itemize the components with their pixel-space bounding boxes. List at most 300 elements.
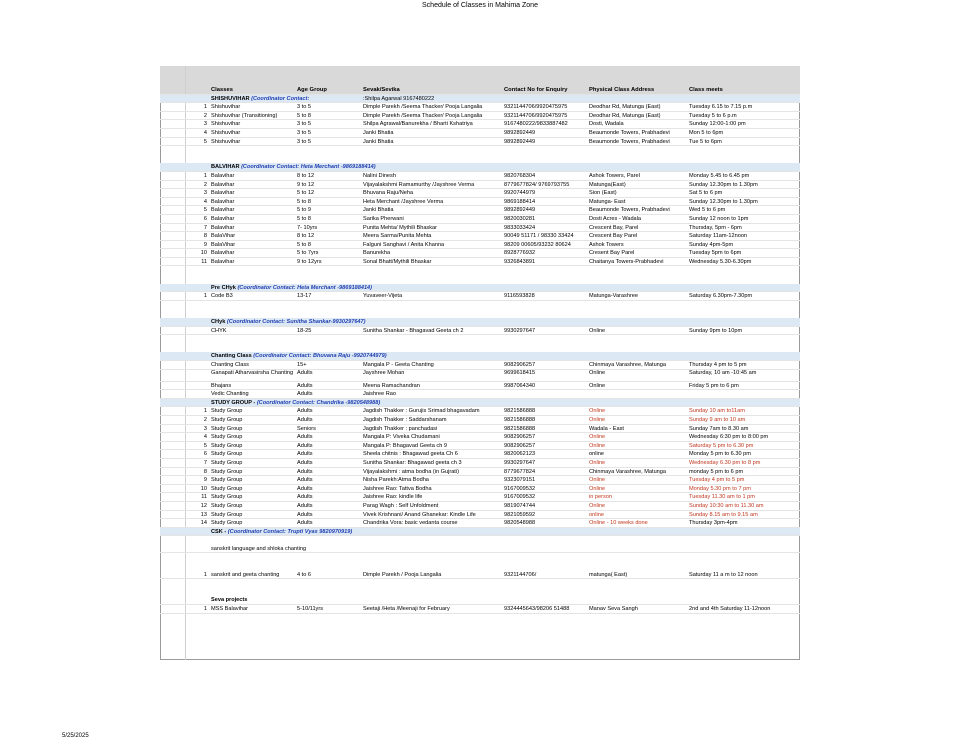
contact-number: 9321144706/9920475975	[504, 112, 568, 119]
contact-number: 9892892449	[504, 138, 536, 145]
class-name: Study Group	[211, 511, 243, 518]
contact-number: 9819074744	[504, 502, 536, 509]
class-address: online	[589, 511, 604, 518]
row-number: 6	[203, 451, 207, 458]
age-group: Adults	[297, 502, 313, 509]
sevak-name: Meena Ramachandran	[363, 382, 420, 389]
age-group: 5 to 8	[297, 215, 311, 222]
sevak-name: Sunitha Shankar - Bhagavad Geeta ch 2	[363, 327, 464, 334]
class-meets: Sunday 12:00-1:00 pm	[689, 121, 746, 128]
table-row	[160, 390, 800, 399]
age-group: Adults	[297, 485, 313, 492]
class-address: Beaumonde Towers, Prabhadevi	[589, 207, 670, 214]
class-name: Study Group	[211, 468, 243, 475]
row-number: 5	[203, 138, 207, 145]
table-row	[160, 493, 800, 502]
contact-number: 9116593828	[504, 293, 535, 300]
table-row	[160, 425, 800, 434]
age-group: 9 to 12yrs	[297, 258, 322, 265]
class-name: Shishuvihar	[211, 138, 241, 145]
contact-number: 9167009532	[504, 485, 536, 492]
class-address: in person	[589, 494, 613, 501]
age-group: Adults	[297, 494, 313, 501]
class-address: Online	[589, 382, 606, 389]
age-group: 5 to 12	[297, 190, 315, 197]
class-meets: Monday 5 pm to 6.30 pm	[689, 451, 751, 458]
class-address: Matunga-Varashree	[589, 293, 639, 300]
age-group: Adults	[297, 434, 313, 441]
sevak-name: Jaishree Rao: Tattva Bodha	[363, 485, 432, 492]
class-address: Ashok Towers	[589, 241, 624, 248]
coordinator-extra: :Shilpa Agarwal 9167480222	[363, 95, 435, 102]
sevak-name: Jagdish Thakker : panchadasi	[363, 425, 438, 432]
sevak-name: Jaishree Rao: kindle life	[363, 494, 423, 501]
contact-number: 9987064340	[504, 382, 536, 389]
class-meets: Wed 5 to 6 pm	[689, 207, 726, 214]
class-meets: Sunday 7am to 8.30 am	[689, 425, 749, 432]
table-row	[160, 519, 800, 528]
class-meets: Sunday 12.30pm to 1.30pm	[689, 198, 758, 205]
contact-number: 9082906257	[504, 442, 536, 449]
class-name: Balavihar	[211, 181, 235, 188]
coordinator-contact: (Coordinator Contact: Bhuvana Raju -9920744979)	[253, 353, 387, 360]
sevak-name: Falguni Sanghavi / Anita Khanna	[363, 241, 445, 248]
table-row	[160, 103, 800, 112]
group-title	[211, 352, 387, 361]
header-contact: Contact No for Enquiry	[504, 87, 568, 93]
age-group: Adults	[297, 477, 313, 484]
sevak-name: Dimple Parekh / Pooja Langalia	[363, 571, 442, 578]
class-name: Shishuvihar	[211, 129, 241, 136]
class-meets: Monday 5.30 pm to 7 pm	[689, 485, 751, 492]
group-header-row	[160, 596, 800, 605]
class-name: Study Group	[211, 485, 243, 492]
spacer-row	[160, 266, 800, 275]
table-row	[160, 459, 800, 468]
age-group: Adults	[297, 442, 313, 449]
coordinator-contact: (Coordinator Contact: Sunitha Shankar-9930297647)	[226, 319, 366, 326]
class-name: Code B3	[211, 293, 233, 300]
group-title	[211, 284, 372, 293]
row-number: 5	[203, 442, 207, 449]
table-row	[160, 468, 800, 477]
class-address: Chinmaya Varashree, Matunga	[589, 362, 667, 368]
spacer-row	[160, 275, 800, 284]
class-name: Balavihar	[211, 250, 235, 257]
table-row	[160, 433, 800, 442]
spacer-row	[160, 553, 800, 562]
class-address: Chaitanya Towers-Prabhadevi	[589, 258, 664, 265]
age-group: 8 to 12	[297, 233, 315, 240]
class-address: Online	[589, 416, 606, 423]
class-name: BalaVihar	[211, 241, 236, 248]
class-meets: Friday 5 pm to 6 pm	[689, 382, 739, 389]
contact-number: 9321144706/	[504, 571, 537, 578]
age-group: 3 to 5	[297, 129, 311, 136]
class-name: CHYK	[211, 327, 227, 334]
row-number: 5	[203, 207, 207, 214]
class-address: online	[589, 451, 604, 458]
sevak-name: Nisha Parekh:Atma Bodha	[363, 477, 429, 484]
footer-date: 5/25/2025	[62, 733, 89, 739]
table-header-row	[160, 86, 800, 95]
row-number: 11	[201, 494, 207, 501]
sevak-name: Mangala P - Geeta Chanting	[363, 362, 434, 368]
row-number: 4	[203, 434, 207, 441]
class-name: Chanting Class	[211, 362, 249, 368]
contact-number: 9167480222/9833887482	[504, 121, 568, 128]
class-address: Matunga(East)	[589, 181, 626, 188]
class-name: Balavihar	[211, 207, 235, 214]
group-title-text: SHISHUVIHAR	[211, 95, 250, 102]
class-address: Matunga- East	[589, 198, 626, 205]
contact-number: 9820062123	[504, 451, 536, 458]
class-meets: Sunday 10:30 am to 11.30 am	[689, 502, 764, 509]
row-number: 1	[203, 606, 207, 613]
sevak-name: Meera Sarma/Punita Mehta	[363, 233, 432, 240]
row-number: 10	[200, 485, 207, 492]
class-name: Study Group	[211, 494, 243, 501]
contact-number: 8779677824/ 9769793755	[504, 181, 570, 188]
coordinator-contact: (Coordinator Contact: Chandrika -9820548988)	[256, 399, 381, 406]
class-address: Online	[589, 327, 606, 334]
header-sevak: Sevak/Sevika	[363, 87, 400, 93]
sevak-name: Sarika Pherwani	[363, 215, 404, 222]
table-row	[160, 189, 800, 198]
schedule-table	[160, 87, 800, 614]
class-name: Shishuvihar (Transitioning)	[211, 112, 278, 119]
spacer-row	[160, 344, 800, 353]
table-row	[160, 382, 800, 391]
row-number: 7	[203, 459, 207, 466]
contact-number: 9699618415	[504, 369, 536, 376]
spacer-row	[160, 536, 800, 545]
class-address: Beaumonde Towers, Prabhadevi	[589, 138, 670, 145]
row-number: 8	[203, 468, 207, 475]
sevak-name: Jaishree Rao	[363, 391, 396, 398]
row-number: 7	[203, 224, 207, 231]
class-meets: Saturday, 10 am -10:45 am	[689, 369, 757, 376]
class-address: Crescent Bay Parel	[589, 233, 638, 240]
table-row	[160, 138, 800, 147]
class-name: Balavihar	[211, 172, 235, 179]
class-address: Deodhar Rd, Matunga (East)	[589, 112, 661, 119]
class-name: Balavihar	[211, 190, 235, 197]
spacer-row	[160, 579, 800, 588]
table-row	[160, 407, 800, 416]
class-name: Study Group	[211, 408, 243, 415]
class-address: Crescent Bay, Parel	[589, 224, 639, 231]
row-number: 1	[203, 571, 207, 578]
table-row	[160, 224, 800, 233]
table-row	[160, 361, 800, 370]
header-address: Physical Class Address	[589, 87, 655, 93]
class-address: Online	[589, 442, 606, 449]
class-meets: Sunday 12 noon to 1pm	[689, 215, 749, 222]
class-address: Online	[589, 459, 606, 466]
contact-number: 9821586888	[504, 408, 536, 415]
sevak-name: Parag Wagh : Self Unfoldment	[363, 502, 439, 509]
class-meets: Sunday 9pm to 10pm	[689, 327, 743, 334]
group-title	[211, 95, 309, 104]
contact-number: 9892892449	[504, 129, 536, 136]
row-number: 9	[203, 241, 207, 248]
age-group: 15+	[297, 362, 307, 368]
age-group: Adults	[297, 391, 313, 398]
age-group: Seniors	[297, 425, 316, 432]
sevak-name: Punita Mehta/ Mythili Bhaskar	[363, 224, 437, 231]
contact-number: 8779677824	[504, 468, 536, 475]
row-number: 9	[203, 477, 207, 484]
class-meets: Tuesday 6.15 to 7.15 p.m	[689, 104, 753, 111]
table-row	[160, 605, 800, 614]
table-row	[160, 327, 800, 336]
contact-number: 9821586888	[504, 425, 536, 432]
sevak-name: Seetaji /Heta /Meenaji for February	[363, 606, 450, 613]
table-row	[160, 416, 800, 425]
row-number: 2	[203, 112, 207, 119]
table-row	[160, 215, 800, 224]
class-address: Online	[589, 485, 606, 492]
page-title: Schedule of Classes in Mahima Zone	[422, 2, 538, 9]
table-row	[160, 370, 800, 382]
age-group: Adults	[297, 416, 313, 423]
contact-number: 9323079151	[504, 477, 536, 484]
class-address: Dosti, Wadala	[589, 121, 624, 128]
age-group: 8 to 12	[297, 172, 315, 179]
class-address: Online	[589, 408, 606, 415]
class-address: Online	[589, 434, 606, 441]
age-group: 3 to 5	[297, 104, 311, 111]
class-meets: Saturday 5 pm to 6.30 pm	[689, 442, 754, 449]
class-name: Study Group	[211, 416, 243, 423]
table-row	[160, 181, 800, 190]
sevak-name: Jayshree Mohan	[363, 369, 405, 376]
age-group: 4 to 6	[297, 571, 311, 578]
sevak-name: Vijayalakshmi Ramamurthy /Jayshree Verma	[363, 181, 475, 188]
class-name: Study Group	[211, 451, 243, 458]
row-number: 3	[203, 121, 207, 128]
class-meets: Sunday 9 am to 10 am	[689, 416, 746, 423]
contact-number: 8928776932	[504, 250, 536, 257]
header-class-meets: Class meets	[689, 87, 723, 93]
class-name: Ganapati Atharvasirsha Chanting	[211, 369, 294, 376]
group-title	[211, 528, 352, 537]
contact-number: 90049 51171 / 98330 33424	[504, 233, 574, 240]
table-row	[160, 232, 800, 241]
class-address: Chinmaya Varashree, Matunga	[589, 468, 667, 475]
row-number: 3	[203, 190, 207, 197]
sevak-name: Dimple Parekh /Seema Thacker/ Pooja Langalia	[363, 112, 483, 119]
age-group: 9 to 12	[297, 181, 315, 188]
class-address: matunga( East)	[589, 571, 628, 578]
sevak-name: Shilpa Agrawal/Banurekha / Bharti Kshatriya	[363, 121, 473, 128]
class-meets: Sunday 10 am to11am	[689, 408, 745, 415]
class-meets: Saturday 11am-12noon	[689, 233, 748, 240]
sevak-name: Janki Bhatia	[363, 207, 394, 214]
class-meets: 2nd and 4th Saturday 11-12noon	[689, 606, 771, 613]
spacer-row	[160, 335, 800, 344]
class-meets: Thursday, 5pm - 6pm	[689, 224, 742, 231]
group-header-row	[160, 95, 800, 104]
sevak-name: Jagdish Thakker : Saddarshanam	[363, 416, 447, 423]
class-meets: Wednesday 6:30 pm to 8:00 pm	[689, 434, 769, 441]
class-name: Shishuvihar	[211, 121, 241, 128]
age-group: 5 to 9	[297, 207, 311, 214]
contact-number: 9833033424	[504, 224, 536, 231]
class-name: Balavihar	[211, 215, 235, 222]
sevak-name: Vivek Krishnani/ Anand Ghanekar: Kindle Life	[363, 511, 476, 518]
table-row	[160, 511, 800, 520]
table-row	[160, 476, 800, 485]
table-row	[160, 172, 800, 181]
table-row	[160, 502, 800, 511]
table-row	[160, 442, 800, 451]
class-address: Online - 10 weeks done	[589, 520, 648, 527]
class-meets: Tuesday 5 to 6 p.m	[689, 112, 737, 119]
class-name: Study Group	[211, 459, 243, 466]
sevak-name: Mangala P: Viveka Chudamani	[363, 434, 440, 441]
spacer-row	[160, 301, 800, 310]
class-name: Study Group	[211, 520, 243, 527]
group-header-row	[160, 352, 800, 361]
class-name: MSS Balavihar	[211, 606, 248, 613]
contact-number: 9820548988	[504, 520, 536, 527]
table-row	[160, 129, 800, 138]
group-title	[211, 318, 366, 327]
class-name: Shishuvihar	[211, 104, 241, 111]
contact-number: 9892892449	[504, 207, 536, 214]
class-name: Study Group	[211, 477, 243, 484]
row-number: 1	[203, 104, 207, 111]
contact-number: 9082906257	[504, 362, 536, 368]
contact-number: 9869188414	[504, 198, 536, 205]
age-group: 13-17	[297, 293, 312, 300]
csk-note: sanskrit language and shloka chanting	[211, 545, 307, 552]
class-meets: Mon 5 to 6pm	[689, 129, 724, 136]
row-number: 13	[200, 511, 207, 518]
sevak-name: Banurekha	[363, 250, 391, 257]
class-meets: Tue 5 to 6pm	[689, 138, 722, 145]
class-address: Online	[589, 369, 606, 376]
spacer-row	[160, 155, 800, 164]
sevak-name: Heta Merchant /Jayshree Verma	[363, 198, 444, 205]
class-address: Ashok Towers, Parel	[589, 172, 640, 179]
class-address: Manav Seva Sangh	[589, 606, 638, 613]
class-name: Study Group	[211, 502, 243, 509]
row-number: 8	[203, 233, 207, 240]
row-number: 4	[203, 129, 207, 136]
class-meets: Thursday 3pm-4pm	[689, 520, 738, 527]
class-address: Deodhar Rd, Matunga (East)	[589, 104, 661, 111]
table-row	[160, 206, 800, 215]
row-number: 14	[200, 520, 207, 527]
class-address: Wadala - East	[589, 425, 624, 432]
contact-number: 9920744979	[504, 190, 536, 197]
sevak-name: Dimple Parekh /Seema Thacker/ Pooja Langalia	[363, 104, 483, 111]
table-row	[160, 249, 800, 258]
spacer-row	[160, 562, 800, 571]
age-group: 3 to 5	[297, 121, 311, 128]
class-name: Bhajans	[211, 382, 232, 389]
class-meets: Sunday 8.15 am to 9.15 am	[689, 511, 758, 518]
class-address: Beaumonde Towers, Prabhadevi	[589, 129, 670, 136]
spacer-row	[160, 146, 800, 155]
row-number: 1	[203, 172, 207, 179]
csk-note-row	[160, 545, 800, 554]
group-header-row	[160, 318, 800, 327]
group-header-row	[160, 399, 800, 408]
contact-number: 9082906257	[504, 434, 536, 441]
sevak-name: Vijayalakshmi : atma bodha (in Gujrati)	[363, 468, 459, 475]
group-title: Seva projects	[211, 597, 248, 604]
coordinator-contact: (Coordinator Contact: Heta Merchant -9869188414)	[241, 164, 376, 171]
group-header-row	[160, 163, 800, 172]
spacer-row	[160, 588, 800, 597]
row-number: 3	[203, 425, 207, 432]
class-address: Dosti Acres - Wadala	[589, 215, 642, 222]
table-row	[160, 485, 800, 494]
age-group: Adults	[297, 520, 313, 527]
contact-number: 9820030281	[504, 215, 536, 222]
group-title-text: CSK -	[211, 528, 227, 535]
contact-number: 9821586888	[504, 416, 536, 423]
age-group: 5 to 7yrs	[297, 250, 319, 257]
group-title-text: Pre CHyk	[211, 284, 236, 291]
sevak-name: Bhuvana Raju/Neha	[363, 190, 414, 197]
coordinator-contact: (Coordinator Contact: Heta Merchant -9869188414)	[237, 284, 373, 291]
table-row	[160, 112, 800, 121]
sevak-name: Jagdish Thakker : Gurujis Srimad bhagavadam	[363, 408, 480, 415]
class-meets: Monday 5.45 to 6.45 pm	[689, 172, 750, 179]
class-meets: monday 5 pm to 6 pm	[689, 468, 744, 475]
group-title-text: STUDY GROUP -	[211, 399, 256, 406]
table-row	[160, 292, 800, 301]
contact-number: 9326843891	[504, 258, 536, 265]
class-name: Vedic Chanting	[211, 391, 249, 398]
age-group: Adults	[297, 451, 313, 458]
age-group: Adults	[297, 382, 313, 389]
group-title-text: Chanting Class	[211, 353, 252, 360]
row-number: 6	[203, 215, 207, 222]
table-row	[160, 571, 800, 580]
class-name: Study Group	[211, 442, 243, 449]
row-number: 1	[203, 408, 207, 415]
group-header-row	[160, 284, 800, 293]
contact-number: 98209 00605/93232 80624	[504, 241, 571, 248]
sevak-name: Sheela chitnis : Bhagawad geeta Ch 6	[363, 451, 458, 458]
group-header-row	[160, 528, 800, 537]
table-row	[160, 241, 800, 250]
header-classes: Classes	[211, 87, 233, 93]
group-title	[211, 399, 380, 408]
class-name: Balavihar	[211, 224, 235, 231]
age-group: Adults	[297, 511, 313, 518]
table-row	[160, 120, 800, 129]
age-group: 5 to 8	[297, 112, 311, 119]
class-name: BalaVihar	[211, 233, 236, 240]
row-number: 4	[203, 198, 207, 205]
row-number: 2	[203, 416, 207, 423]
age-group: Adults	[297, 468, 313, 475]
contact-number: 9930297647	[504, 327, 536, 334]
age-group: 3 to 5	[297, 138, 311, 145]
sevak-name: Chandrika Vora: basic vedanta course	[363, 520, 458, 527]
age-group: 18-25	[297, 327, 312, 334]
class-name: Balavihar	[211, 198, 235, 205]
table-row	[160, 450, 800, 459]
sevak-name: Janki Bhatia	[363, 129, 394, 136]
